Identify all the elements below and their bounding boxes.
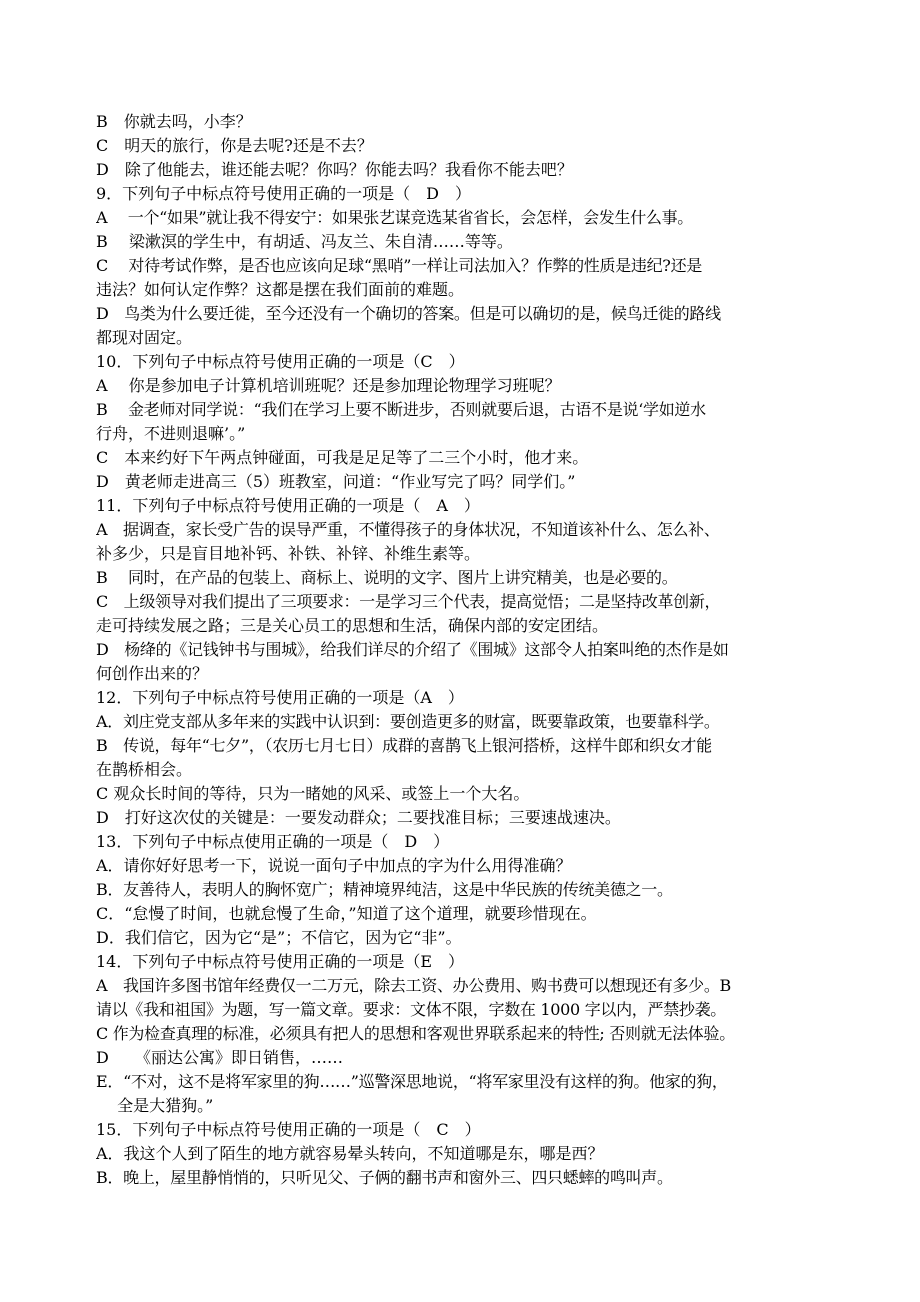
text-line: B．友善待人，表明人的胸怀宽广；精神境界纯洁，这是中华民族的传统美德之一。 (96, 880, 673, 899)
text-line: C．“怠慢了时间，也就怠慢了生命，”知道了这个道理，就要珍惜现在。 (96, 904, 597, 923)
text-line: D 鸟类为什么要迁徙，至今还没有一个确切的答案。但是可以确切的是，候鸟迁徙的路线 (96, 304, 721, 323)
text-line: A 据调查，家长受广告的误导严重，不懂得孩子的身体状况，不知道该补什么、怎么补、 (96, 520, 720, 539)
text-line: B 同时，在产品的包装上、商标上、说明的文字、图片上讲究精美，也是必要的。 (96, 568, 678, 587)
text-line: 补多少，只是盲目地补钙、补铁、补锌、补维生素等。 (96, 544, 481, 563)
text-line: B．晚上，屋里静悄悄的，只听见父、子俩的翻书声和窗外三、四只蟋蟀的鸣叫声。 (96, 1168, 673, 1187)
text-line: A．请你好好思考一下，说说一面句子中加点的字为什么用得准确？ (96, 856, 572, 875)
text-line: D 杨绛的《记钱钟书与围城》，给我们详尽的介绍了《围城》这部令人拍案叫绝的杰作是如 (96, 640, 729, 659)
question-heading: 14．下列句子中标点符号使用正确的一项是（E ） (96, 952, 465, 971)
text-line: B 你就去吗，小李？ (96, 112, 252, 131)
text-line: 何创作出来的？ (96, 664, 209, 683)
question-heading: 9．下列句子中标点符号使用正确的一项是（ D ） (96, 184, 472, 203)
text-line: 在鹊桥相会。 (96, 760, 193, 779)
text-line: B 金老师对同学说：“我们在学习上要不断进步，否则就要后退，古语不是说‘学如逆水 (96, 400, 706, 419)
question-heading: 13．下列句子中标点使用正确的一项是（ D ） (96, 832, 450, 851)
text-line: 都现对固定。 (96, 328, 193, 347)
text-line: C 作为检查真理的标准，必须具有把人的思想和客观世界联系起来的特性; 否则就无法体验。 (96, 1024, 735, 1043)
text-line: C 明天的旅行，你是去呢?还是不去？ (96, 136, 373, 155)
text-line: B 梁漱溟的学生中，有胡适、冯友兰、朱自清……等等。 (96, 232, 513, 251)
text-line: B 传说，每年“七夕”，（农历七月七日）成群的喜鹊飞上银河搭桥，这样牛郎和织女才能 (96, 736, 712, 755)
text-line: D．我们信它，因为它“是”；不信它，因为它“非”。 (96, 928, 462, 947)
document-page (96, 110, 848, 1190)
text-line: D 除了他能去，谁还能去呢？你吗？你能去吗？我看你不能去吧？ (96, 160, 573, 179)
text-line: D 黄老师走进高三（5）班教室，问道：“作业写完了吗？同学们。” (96, 472, 576, 491)
text-line: D 《丽达公寓》即日销售，…… (96, 1048, 344, 1067)
text-line: C 观众长时间的等待，只为一睹她的风采、或签上一个大名。 (96, 784, 530, 803)
text-line: C 上级领导对我们提出了三项要求：一是学习三个代表，提高觉悟；二是坚持改革创新， (96, 592, 721, 611)
text-line: 请以《我和祖国》为题，写一篇文章。要求：文体不限，字数在 1000 字以内，严禁抄袭。 (96, 1000, 726, 1019)
question-heading: 12．下列句子中标点符号使用正确的一项是（A ） (96, 688, 464, 707)
question-heading: 11．下列句子中标点符号使用正确的一项是（ A ） (96, 496, 480, 515)
question-heading: 10．下列句子中标点符号使用正确的一项是（C ） (96, 352, 465, 371)
text-line: A 你是参加电子计算机培训班呢？还是参加理论物理学习班呢？ (96, 376, 561, 395)
text-line: 行舟，不进则退嘛’。” (96, 424, 246, 443)
text-line: 走可持续发展之路；三是关心员工的思想和生活，确保内部的安定团结。 (96, 616, 609, 635)
text-line: E．“不对，这不是将军家里的狗……”巡警深思地说，“将军家里没有这样的狗。他家的狗， (96, 1072, 728, 1091)
text-line: C 对待考试作弊，是否也应该向足球“黑哨”一样让司法加入？作弊的性质是违纪?还是 (96, 256, 702, 275)
question-heading: 15．下列句子中标点符号使用正确的一项是（ C ） (96, 1120, 481, 1139)
text-line: A 我国许多图书馆年经费仅一二万元，除去工资、办公费用、购书费可以想现还有多少。B (96, 976, 732, 995)
text-line: C 本来约好下午两点钟碰面，可我是足足等了二三个小时，他才来。 (96, 448, 589, 467)
text-line: D 打好这次仗的关键是：一要发动群众；二要找准目标；三要速战速决。 (96, 808, 621, 827)
text-line: A．我这个人到了陌生的地方就容易晕头转向，不知道哪是东，哪是西？ (96, 1144, 604, 1163)
text-line: 全是大猎狗。” (96, 1096, 214, 1115)
text-line: A．刘庄党支部从多年来的实践中认识到：要创造更多的财富，既要靠政策，也要靠科学。 (96, 712, 720, 731)
text-line: 违法？如何认定作弊？这都是摆在我们面前的难题。 (96, 280, 465, 299)
text-line: A 一个“如果”就让我不得安宁：如果张艺谋竞选某省省长，会怎样，会发生什么事。 (96, 208, 694, 227)
